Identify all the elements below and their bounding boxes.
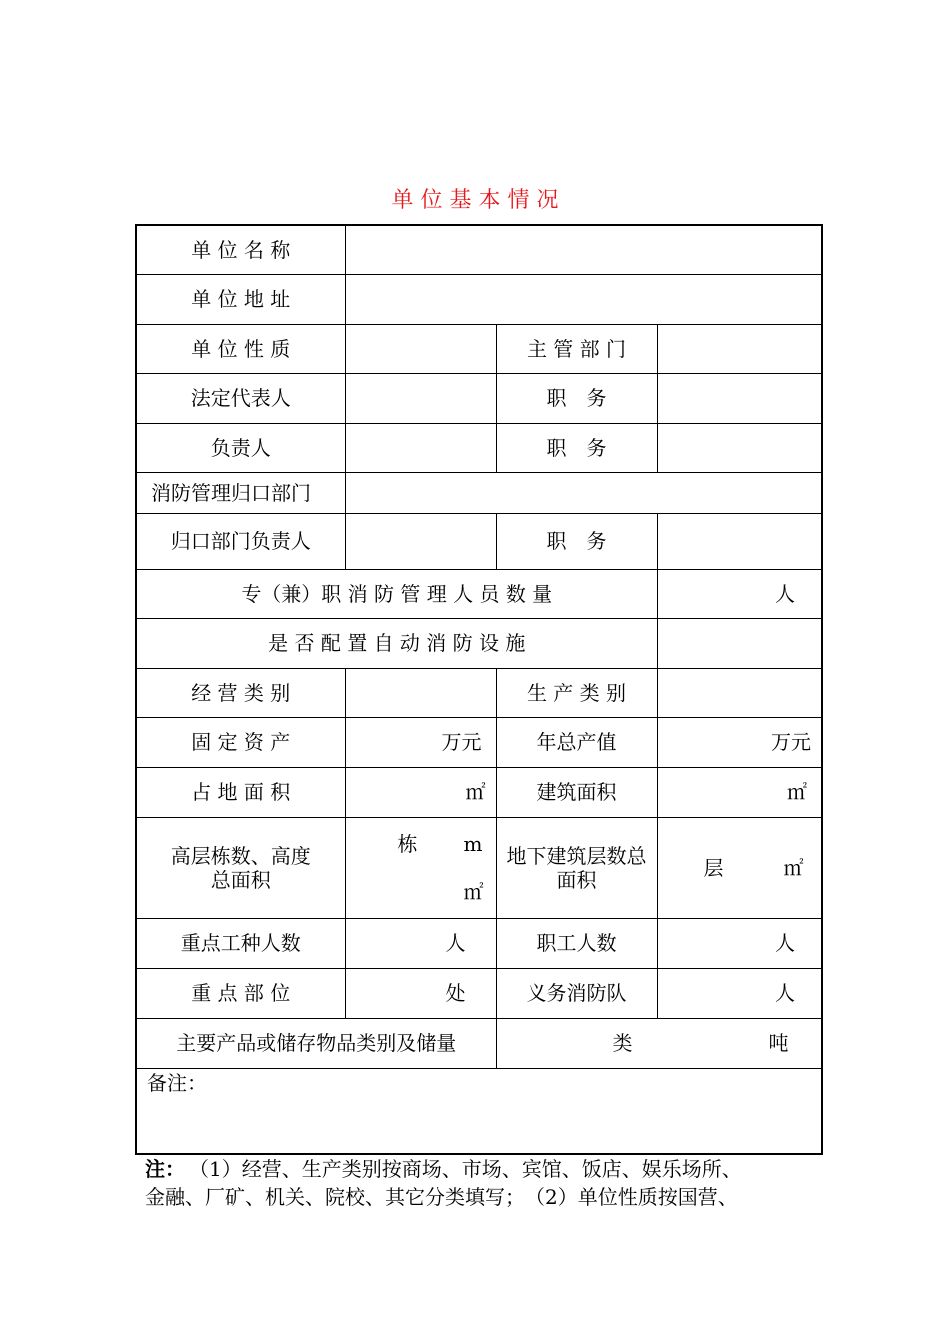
dong-unit: 栋 <box>397 831 418 856</box>
fixed-assets-label: 固 定 资 产 <box>136 717 345 767</box>
responsible-label: 负责人 <box>136 423 345 472</box>
key-worker-count-field[interactable]: 人 <box>345 918 496 968</box>
footnote-line1: （1）经营、生产类别按商场、市场、宾馆、饭店、娱乐场所、 <box>199 1157 742 1181</box>
dept-head-label: 归口部门负责人 <box>136 513 345 569</box>
lei-unit: 类 <box>612 1030 633 1055</box>
remarks-label: 备注： <box>147 1070 207 1095</box>
ceng-unit: 层 <box>703 855 724 880</box>
annual-output-field[interactable]: 万元 <box>657 717 822 767</box>
footnote-label: 注： <box>145 1157 185 1181</box>
unit-address-label: 单 位 地 址 <box>136 274 345 324</box>
land-area-label: 占 地 面 积 <box>136 767 345 817</box>
fire-mgmt-dept-field[interactable] <box>345 472 822 513</box>
highrise-label: 高层栋数、高度总面积 <box>136 817 345 918</box>
building-area-label: 建筑面积 <box>496 767 657 817</box>
legal-rep-label: 法定代表人 <box>136 373 345 423</box>
auto-fire-facility-field[interactable] <box>657 618 822 668</box>
staff-count-field[interactable]: 人 <box>657 918 822 968</box>
key-parts-label: 重 点 部 位 <box>136 968 345 1018</box>
footnote-line2: 金融、厂矿、机关、院校、其它分类填写； （2）单位性质按国营、 <box>145 1185 738 1209</box>
unit-name-label: 单 位 名 称 <box>136 225 345 274</box>
fire-mgmt-dept-label: 消防管理归口部门 <box>136 472 345 513</box>
responsible-position-label: 职 务 <box>496 423 657 472</box>
auto-fire-facility-label: 是 否 配 置 自 动 消 防 设 施 <box>136 618 657 668</box>
unit-address-field[interactable] <box>345 274 822 324</box>
unit-nature-label: 单 位 性 质 <box>136 324 345 373</box>
legal-rep-field[interactable] <box>345 373 496 423</box>
main-products-label: 主要产品或储存物品类别及储量 <box>136 1018 496 1068</box>
supervisor-dept-label: 主 管 部 门 <box>496 324 657 373</box>
footnote <box>145 1155 825 1211</box>
production-type-field[interactable] <box>657 668 822 717</box>
production-type-label: 生 产 类 别 <box>496 668 657 717</box>
legal-rep-position-field[interactable] <box>657 373 822 423</box>
unit-nature-field[interactable] <box>345 324 496 373</box>
underground-label: 地下建筑层数总面积 <box>496 817 657 918</box>
dept-head-position-field[interactable] <box>657 513 822 569</box>
remarks-field[interactable] <box>136 1068 822 1154</box>
responsible-position-field[interactable] <box>657 423 822 472</box>
key-worker-count-label: 重点工种人数 <box>136 918 345 968</box>
unit-info-table <box>135 224 823 1155</box>
meter-unit: m <box>463 831 483 856</box>
underground-field[interactable] <box>657 817 822 918</box>
volunteer-team-field[interactable]: 人 <box>657 968 822 1018</box>
dept-head-position-label: 职 务 <box>496 513 657 569</box>
supervisor-dept-field[interactable] <box>657 324 822 373</box>
legal-rep-position-label: 职 务 <box>496 373 657 423</box>
building-area-field[interactable]: ㎡ <box>657 767 822 817</box>
business-type-field[interactable] <box>345 668 496 717</box>
key-parts-field[interactable]: 处 <box>345 968 496 1018</box>
sqm-unit: ㎡ <box>463 879 484 904</box>
main-products-field[interactable] <box>496 1018 822 1068</box>
responsible-field[interactable] <box>345 423 496 472</box>
land-area-field[interactable]: ㎡ <box>345 767 496 817</box>
underground-sqm-unit: ㎡ <box>783 855 804 880</box>
fire-staff-count-label: 专（兼）职 消 防 管 理 人 员 数 量 <box>136 569 657 618</box>
dept-head-field[interactable] <box>345 513 496 569</box>
fire-staff-count-field[interactable]: 人 <box>657 569 822 618</box>
unit-name-field[interactable] <box>345 225 822 274</box>
volunteer-team-label: 义务消防队 <box>496 968 657 1018</box>
dun-unit: 吨 <box>768 1030 789 1055</box>
staff-count-label: 职工人数 <box>496 918 657 968</box>
highrise-field[interactable] <box>345 817 496 918</box>
business-type-label: 经 营 类 别 <box>136 668 345 717</box>
annual-output-label: 年总产值 <box>496 717 657 767</box>
fixed-assets-field[interactable]: 万元 <box>345 717 496 767</box>
form-title: 单 位 基 本 情 况 <box>391 188 559 213</box>
